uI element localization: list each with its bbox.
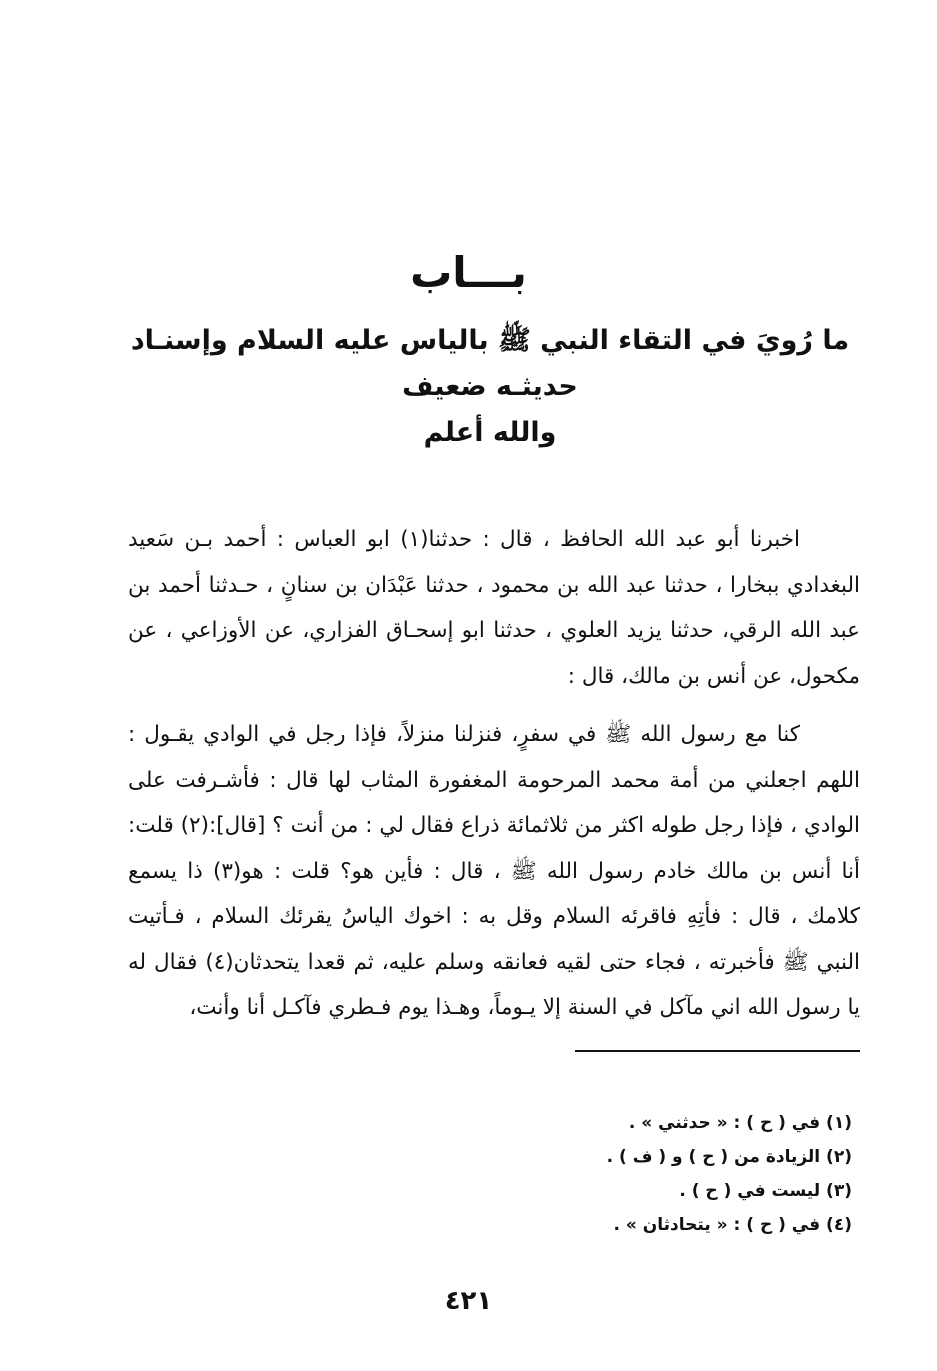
section-heading — [120, 318, 860, 456]
heading-line-1: ما رُويَ في التقاء النبي ﷺ بالياس عليه السلام وإسنـاد حديثـه ضعيف — [130, 325, 850, 402]
footnote-1: (١) في ( ح ) : « حدثني » . — [628, 1113, 852, 1133]
paragraph-text: اخبرنا أبو عبد الله الحافظ ، قال : حدثنا(١) ابو العباس : أحمد بـن سَعيد البغدادي ببخارا ، حدثنا عبد الله بن محمود ، حدثنا عَبْدَان بن سنانٍ ، حـدثنا أحمد بن عبد الله الرقي، حدثنا يزيد العلوي ، حدثنا ابو إسحـاق الفزاري، عن الأوزاعي ، عن مكحول، عن أنس بن مالك، قال : — [128, 527, 860, 689]
footnote-separator — [575, 1050, 860, 1052]
footnote-3: (٣) ليست في ( ح ) . — [679, 1181, 852, 1201]
heading-line-2: والله أعلم — [423, 417, 557, 448]
chapter-title: بـــاب — [410, 248, 527, 297]
body-paragraph-1 — [128, 517, 860, 699]
body-paragraph-2 — [128, 712, 860, 1031]
paragraph-text: كنا مع رسول الله ﷺ في سفرٍ، فنزلنا منزلاً، فإذا رجل في الوادي يقـول : اللهم اجعلني من أمة محمد المرحومة المغفورة المثاب لها قال : فأشـرفت على الوادي ، فإذا رجل طوله اكثر من ثلاثمائة ذراع فقال لي : من أنت ؟ [قال]:(٢) قلت: أنا أنس بن مالك خادم رسول الله ﷺ ، قال : فأين هو؟ قلت : هو(٣) ذا يسمع كلامك ، قال : فأتِهِ فاقرئه السلام وقل به : اخوك الياسُ يقرئك السلام ، فـأتيت النبي ﷺ فأخبرته ، فجاء حتى لقيه فعانقه وسلم عليه، ثم قعدا يتحدثان(٤) فقال له يا رسول الله اني مآكل في السنة إلا يـوماً، وهـذا يوم فـطري فآكـل أنا وأنت، — [128, 722, 861, 1020]
page-number: ٤٢١ — [444, 1286, 493, 1316]
footnote-4: (٤) في ( ح ) : « يتحادثان » . — [613, 1215, 852, 1235]
footnote-2: (٢) الزيادة من ( ح ) و ( ف ) . — [606, 1147, 852, 1167]
footnotes — [520, 1106, 852, 1242]
